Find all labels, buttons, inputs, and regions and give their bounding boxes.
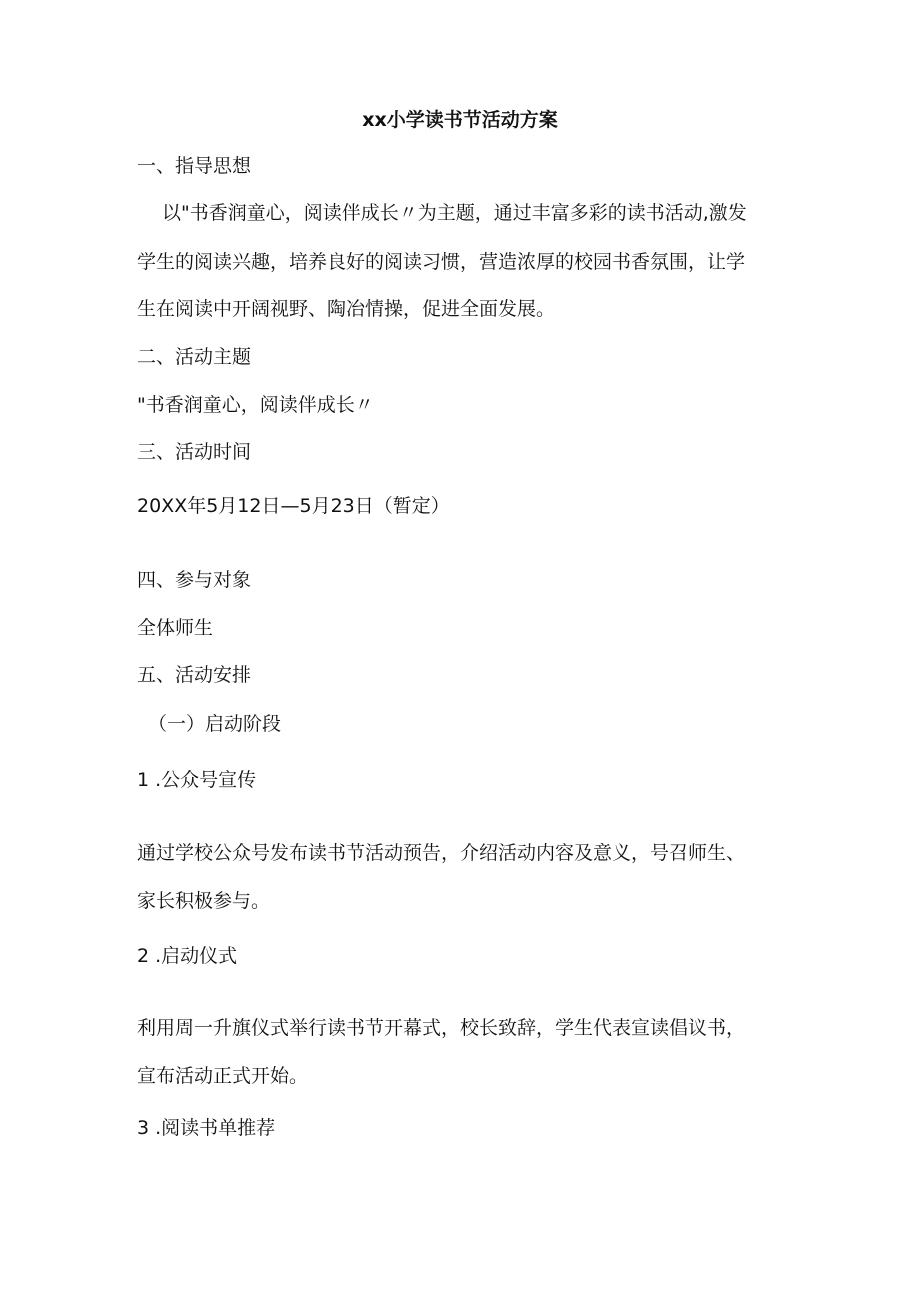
- paragraph-line: 以"书香润童心，阅读伴成长〃为主题，通过丰富多彩的读书活动,激发: [162, 202, 747, 224]
- paragraph-line: 通过学校公众号发布读书节活动预告，介绍活动内容及意义，号召师生、: [137, 842, 746, 864]
- paragraph-line: 家长积极参与。: [137, 890, 271, 912]
- section-heading-theme: 二、活动主题: [137, 346, 252, 368]
- section-heading-guiding-ideology: 一、指导思想: [137, 155, 252, 177]
- paragraph-line: 生在阅读中开阔视野、陶冶情操，促进全面发展。: [137, 298, 556, 320]
- section-heading-arrangement: 五、活动安排: [137, 664, 252, 686]
- item-heading: 3 .阅读书单推荐: [137, 1117, 276, 1139]
- time-text: 20XX年5月12日—5月23日（暂定）: [137, 495, 450, 517]
- paragraph-line: 利用周一升旗仪式举行读书节开幕式，校长致辞，学生代表宣读倡议书，: [137, 1017, 746, 1039]
- item-heading: 1 .公众号宣传: [137, 769, 257, 791]
- subsection-heading-launch: （一）启动阶段: [148, 713, 282, 735]
- paragraph-line: 宣布活动正式开始。: [137, 1065, 309, 1087]
- section-heading-time: 三、活动时间: [137, 441, 252, 463]
- section-heading-participants: 四、参与对象: [137, 569, 252, 591]
- document-title: xx小学读书节活动方案: [362, 109, 558, 131]
- item-heading: 2 .启动仪式: [137, 945, 238, 967]
- participants-text: 全体师生: [137, 617, 214, 639]
- paragraph-line: 学生的阅读兴趣，培养良好的阅读习惯，营造浓厚的校园书香氛围，让学: [137, 251, 746, 273]
- theme-text: "书香润童心，阅读伴成长〃: [137, 394, 374, 416]
